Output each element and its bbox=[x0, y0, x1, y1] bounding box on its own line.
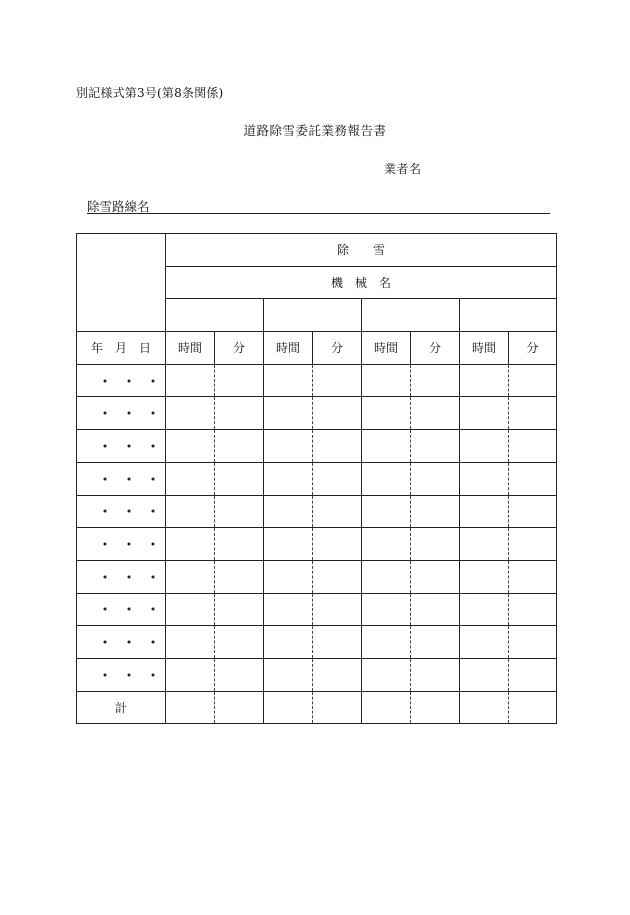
minutes-cell[interactable] bbox=[509, 626, 557, 659]
machine-name-cell[interactable] bbox=[166, 299, 264, 332]
hours-cell[interactable] bbox=[264, 528, 313, 561]
hours-header: 時間 bbox=[362, 332, 411, 365]
minutes-cell[interactable] bbox=[313, 364, 362, 397]
date-cell[interactable] bbox=[77, 626, 166, 659]
minutes-cell[interactable] bbox=[215, 495, 264, 528]
hours-cell[interactable] bbox=[460, 430, 509, 463]
minutes-cell[interactable] bbox=[215, 397, 264, 430]
minutes-cell[interactable] bbox=[313, 462, 362, 495]
minutes-header: 分 bbox=[313, 332, 362, 365]
date-separator-dot bbox=[151, 477, 154, 480]
company-name-label: 業者名 bbox=[384, 162, 422, 176]
hours-cell[interactable] bbox=[362, 364, 411, 397]
date-separator-dot bbox=[104, 608, 107, 611]
machine-name-header bbox=[166, 266, 557, 299]
hours-cell[interactable] bbox=[362, 626, 411, 659]
date-separator-dot bbox=[151, 444, 154, 447]
date-separator-dot bbox=[127, 608, 130, 611]
minutes-cell[interactable] bbox=[313, 626, 362, 659]
hours-cell[interactable] bbox=[460, 560, 509, 593]
minutes-cell[interactable] bbox=[215, 560, 264, 593]
date-cell[interactable] bbox=[77, 364, 166, 397]
minutes-cell[interactable] bbox=[411, 397, 460, 430]
minutes-header: 分 bbox=[215, 332, 264, 365]
total-label: 計 bbox=[77, 691, 166, 724]
route-name-field[interactable] bbox=[87, 197, 550, 214]
hours-cell[interactable] bbox=[166, 593, 215, 626]
minutes-cell[interactable] bbox=[509, 658, 557, 691]
document-title: 道路除雪委託業務報告書 bbox=[243, 123, 387, 138]
date-cell[interactable] bbox=[77, 462, 166, 495]
minutes-cell[interactable] bbox=[509, 364, 557, 397]
minutes-cell[interactable] bbox=[411, 691, 460, 724]
hours-cell[interactable] bbox=[362, 430, 411, 463]
hours-cell[interactable] bbox=[460, 691, 509, 724]
table-row bbox=[77, 364, 557, 397]
hours-cell[interactable] bbox=[362, 495, 411, 528]
minutes-cell[interactable] bbox=[411, 462, 460, 495]
minutes-header: 分 bbox=[411, 332, 460, 365]
minutes-cell[interactable] bbox=[509, 691, 557, 724]
hours-cell[interactable] bbox=[264, 495, 313, 528]
minutes-cell[interactable] bbox=[215, 462, 264, 495]
minutes-cell[interactable] bbox=[215, 593, 264, 626]
minutes-cell[interactable] bbox=[215, 430, 264, 463]
date-separator-dot bbox=[104, 412, 107, 415]
minutes-cell[interactable] bbox=[215, 658, 264, 691]
table-row bbox=[77, 593, 557, 626]
hours-cell[interactable] bbox=[460, 364, 509, 397]
hours-cell[interactable] bbox=[264, 430, 313, 463]
minutes-cell[interactable] bbox=[313, 528, 362, 561]
table-row bbox=[77, 495, 557, 528]
hours-header: 時間 bbox=[460, 332, 509, 365]
minutes-cell[interactable] bbox=[411, 626, 460, 659]
machine-name-header-text: 機 械 名 bbox=[331, 276, 392, 291]
hours-cell[interactable] bbox=[460, 495, 509, 528]
date-separator-dot bbox=[151, 412, 154, 415]
date-separator-dot bbox=[104, 673, 107, 676]
machine-name-cell[interactable] bbox=[460, 299, 557, 332]
hours-header: 時間 bbox=[264, 332, 313, 365]
date-separator-dot bbox=[127, 379, 130, 382]
minutes-cell[interactable] bbox=[509, 495, 557, 528]
hours-cell[interactable] bbox=[264, 397, 313, 430]
route-name-label: 除雪路線名 bbox=[87, 199, 150, 214]
date-separator-dot bbox=[151, 543, 154, 546]
minutes-cell[interactable] bbox=[509, 560, 557, 593]
total-row bbox=[77, 691, 557, 724]
hours-cell[interactable] bbox=[166, 462, 215, 495]
minutes-cell[interactable] bbox=[313, 560, 362, 593]
minutes-cell[interactable] bbox=[411, 430, 460, 463]
hours-cell[interactable] bbox=[362, 593, 411, 626]
date-separator-dot bbox=[151, 379, 154, 382]
table-row bbox=[77, 397, 557, 430]
hours-cell[interactable] bbox=[166, 364, 215, 397]
date-header-text: 年 月 日 bbox=[90, 341, 151, 356]
minutes-cell[interactable] bbox=[509, 593, 557, 626]
machine-name-cell[interactable] bbox=[264, 299, 362, 332]
date-cell[interactable] bbox=[77, 495, 166, 528]
minutes-cell[interactable] bbox=[411, 528, 460, 561]
form-reference: 別記様式第3号(第8条関係) bbox=[76, 86, 224, 100]
minutes-cell[interactable] bbox=[313, 691, 362, 724]
hours-cell[interactable] bbox=[362, 560, 411, 593]
minutes-cell[interactable] bbox=[313, 658, 362, 691]
hours-cell[interactable] bbox=[362, 397, 411, 430]
hours-cell[interactable] bbox=[264, 658, 313, 691]
minutes-cell[interactable] bbox=[411, 364, 460, 397]
date-separator-dot bbox=[104, 444, 107, 447]
hours-cell[interactable] bbox=[460, 593, 509, 626]
minutes-cell[interactable] bbox=[509, 430, 557, 463]
minutes-cell[interactable] bbox=[411, 560, 460, 593]
hours-cell[interactable] bbox=[362, 528, 411, 561]
hours-cell[interactable] bbox=[362, 462, 411, 495]
minutes-cell[interactable] bbox=[509, 462, 557, 495]
hours-cell[interactable] bbox=[166, 560, 215, 593]
table-row bbox=[77, 528, 557, 561]
hours-cell[interactable] bbox=[460, 658, 509, 691]
date-separator-dot bbox=[151, 641, 154, 644]
minutes-cell[interactable] bbox=[215, 364, 264, 397]
hours-cell[interactable] bbox=[460, 462, 509, 495]
hours-cell[interactable] bbox=[166, 658, 215, 691]
hours-cell[interactable] bbox=[166, 691, 215, 724]
date-separator-dot bbox=[127, 510, 130, 513]
minutes-cell[interactable] bbox=[411, 593, 460, 626]
minutes-cell[interactable] bbox=[411, 658, 460, 691]
date-separator-dot bbox=[104, 510, 107, 513]
table-row bbox=[77, 658, 557, 691]
hours-cell[interactable] bbox=[264, 691, 313, 724]
minutes-cell[interactable] bbox=[313, 495, 362, 528]
date-separator-dot bbox=[151, 510, 154, 513]
corner-cell bbox=[77, 234, 166, 332]
hours-cell[interactable] bbox=[264, 364, 313, 397]
minutes-cell[interactable] bbox=[411, 495, 460, 528]
minutes-cell[interactable] bbox=[215, 691, 264, 724]
date-header bbox=[77, 332, 166, 365]
date-separator-dot bbox=[127, 575, 130, 578]
hours-cell[interactable] bbox=[264, 593, 313, 626]
minutes-cell[interactable] bbox=[313, 430, 362, 463]
hours-cell[interactable] bbox=[166, 495, 215, 528]
date-separator-dot bbox=[151, 608, 154, 611]
hours-cell[interactable] bbox=[264, 560, 313, 593]
report-table bbox=[76, 233, 557, 724]
date-separator-dot bbox=[104, 379, 107, 382]
minutes-cell[interactable] bbox=[215, 626, 264, 659]
table-row bbox=[77, 462, 557, 495]
date-separator-dot bbox=[127, 444, 130, 447]
minutes-header: 分 bbox=[509, 332, 557, 365]
table-row bbox=[77, 560, 557, 593]
date-separator-dot bbox=[127, 477, 130, 480]
date-separator-dot bbox=[104, 575, 107, 578]
table-row bbox=[77, 626, 557, 659]
hours-cell[interactable] bbox=[166, 397, 215, 430]
date-cell[interactable] bbox=[77, 560, 166, 593]
date-separator-dot bbox=[127, 412, 130, 415]
hours-cell[interactable] bbox=[460, 528, 509, 561]
hours-cell[interactable] bbox=[166, 626, 215, 659]
hours-cell[interactable] bbox=[362, 658, 411, 691]
minutes-cell[interactable] bbox=[509, 528, 557, 561]
hours-cell[interactable] bbox=[166, 430, 215, 463]
hours-cell[interactable] bbox=[460, 626, 509, 659]
date-cell[interactable] bbox=[77, 430, 166, 463]
machine-name-cell[interactable] bbox=[362, 299, 460, 332]
date-separator-dot bbox=[127, 641, 130, 644]
minutes-cell[interactable] bbox=[509, 397, 557, 430]
date-separator-dot bbox=[104, 477, 107, 480]
hours-cell[interactable] bbox=[166, 528, 215, 561]
date-separator-dot bbox=[127, 543, 130, 546]
date-separator-dot bbox=[104, 543, 107, 546]
hours-cell[interactable] bbox=[264, 462, 313, 495]
date-cell[interactable] bbox=[77, 528, 166, 561]
date-cell[interactable] bbox=[77, 658, 166, 691]
minutes-cell[interactable] bbox=[313, 593, 362, 626]
date-separator-dot bbox=[127, 673, 130, 676]
table-row bbox=[77, 430, 557, 463]
date-cell[interactable] bbox=[77, 397, 166, 430]
hours-cell[interactable] bbox=[362, 691, 411, 724]
snow-removal-header-text: 除 雪 bbox=[337, 243, 386, 258]
hours-cell[interactable] bbox=[460, 397, 509, 430]
date-separator-dot bbox=[104, 641, 107, 644]
hours-cell[interactable] bbox=[264, 626, 313, 659]
minutes-cell[interactable] bbox=[215, 528, 264, 561]
minutes-cell[interactable] bbox=[313, 397, 362, 430]
hours-header: 時間 bbox=[166, 332, 215, 365]
date-separator-dot bbox=[151, 673, 154, 676]
date-cell[interactable] bbox=[77, 593, 166, 626]
snow-removal-header bbox=[166, 234, 557, 267]
date-separator-dot bbox=[151, 575, 154, 578]
